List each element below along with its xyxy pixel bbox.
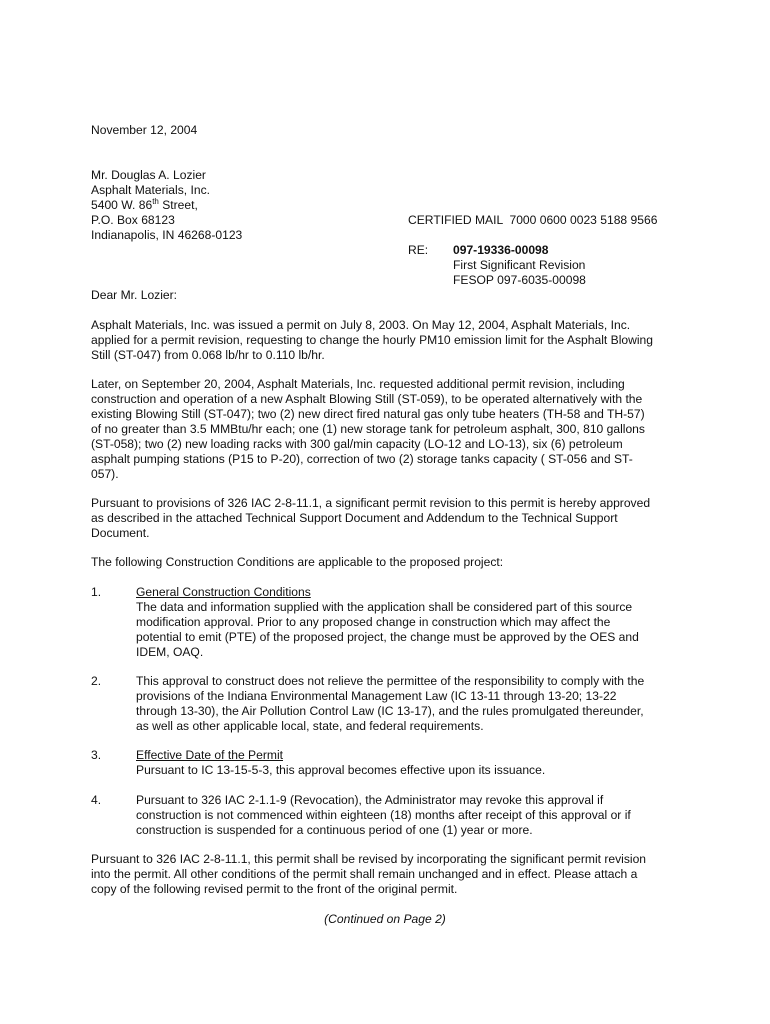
re-label: RE:	[408, 243, 429, 257]
item-3-body: Effective Date of the Permit Pursuant to IC 13-15-5-3, this approval becomes effective upon its issuance.	[136, 748, 681, 778]
recipient-name: Mr. Douglas A. Lozier	[91, 168, 206, 182]
re-fesop: FESOP 097-6035-00098	[453, 273, 586, 287]
letter-date: November 12, 2004	[91, 123, 198, 137]
recipient-po-box: P.O. Box 68123	[91, 213, 175, 227]
recipient-address	[91, 168, 242, 243]
recipient-street: 5400 W. 86th Street,	[91, 196, 198, 212]
salutation: Dear Mr. Lozier:	[91, 288, 178, 302]
re-permit-number: 097-19336-00098	[453, 243, 549, 257]
item-3-heading: Effective Date of the Permit	[136, 748, 283, 762]
certified-mail: CERTIFIED MAIL 7000 0600 0023 5188 9566	[408, 213, 658, 227]
paragraph-5: Pursuant to 326 IAC 2-8-11.1, this permit shall be revised by incorporating the significant permit revision into the permit. All other conditions of the permit shall remain unchanged and in effect. Please attach a copy of the following revised permit to the front of the original permit.	[91, 852, 647, 896]
re-block	[453, 243, 586, 288]
paragraph-1: Asphalt Materials, Inc. was issued a permit on July 8, 2003. On May 12, 2004, Asphalt Materials, Inc. applied for a permit revision, requesting to change the hourly PM10 emission limit for the Asphalt Blowing Still (ST-047) from 0.068 lb/hr to 0.110 lb/hr.	[91, 318, 653, 362]
item-2-number: 2.	[91, 674, 102, 688]
item-1-number: 1.	[91, 585, 102, 599]
continued-note: (Continued on Page 2)	[324, 912, 446, 926]
item-4-body: Pursuant to 326 IAC 2-1.1-9 (Revocation), the Administrator may revoke this approval if construction is not commenced within eighteen (18) months after receipt of this approval or if construction is suspended for a continuous period of one (1) year or more.	[136, 793, 631, 837]
paragraph-4: The following Construction Conditions are applicable to the proposed project:	[91, 555, 504, 569]
paragraph-3: Pursuant to provisions of 326 IAC 2-8-11.1, a significant permit revision to this permit is hereby approved as described in the attached Technical Support Document and Addendum to the Technical Support Document.	[91, 496, 651, 540]
recipient-city: Indianapolis, IN 46268-0123	[91, 228, 243, 242]
paragraph-2: Later, on September 20, 2004, Asphalt Materials, Inc. requested additional permit revision, including construction and operation of a new Asphalt Blowing Still (ST-059), to be operated alternatively with the existing Blowing Still (ST-047); two (2) new direct fired natural gas only tube heaters (TH-58 and TH-57) of no greater than 3.5 MMBtu/hr each; one (1) new storage tank for petroleum asphalt, 300, 810 gallons (ST-058); two (2) new loading racks with 300 gal/min capacity (LO-12 and LO-13), six (6) petroleum asphalt pumping stations (P15 to P-20), correction of two (2) storage tanks capacity ( ST-056 and ST- 057).	[91, 377, 645, 481]
item-2-body: This approval to construct does not relieve the permittee of the responsibility to comply with the provisions of the Indiana Environmental Management Law (IC 13-11 through 13-20; 13-22 through 13-30), the Air Pollution Control Law (IC 13-17), and the rules promulgated thereunder, as well as other applicable local, state, and federal requirements.	[136, 674, 645, 733]
item-1-heading: General Construction Conditions	[136, 585, 311, 599]
item-1-body: General Construction Conditions The data and information supplied with the application shall be considered part of this source modification approval. Prior to any proposed change in construction which may affect the potential to emit (PTE) of the proposed project, the change must be approved by the OES and IDEM, OAQ.	[136, 585, 681, 660]
re-revision: First Significant Revision	[453, 258, 586, 272]
item-4-number: 4.	[91, 793, 102, 807]
recipient-company: Asphalt Materials, Inc.	[91, 183, 210, 197]
item-3-number: 3.	[91, 748, 102, 762]
